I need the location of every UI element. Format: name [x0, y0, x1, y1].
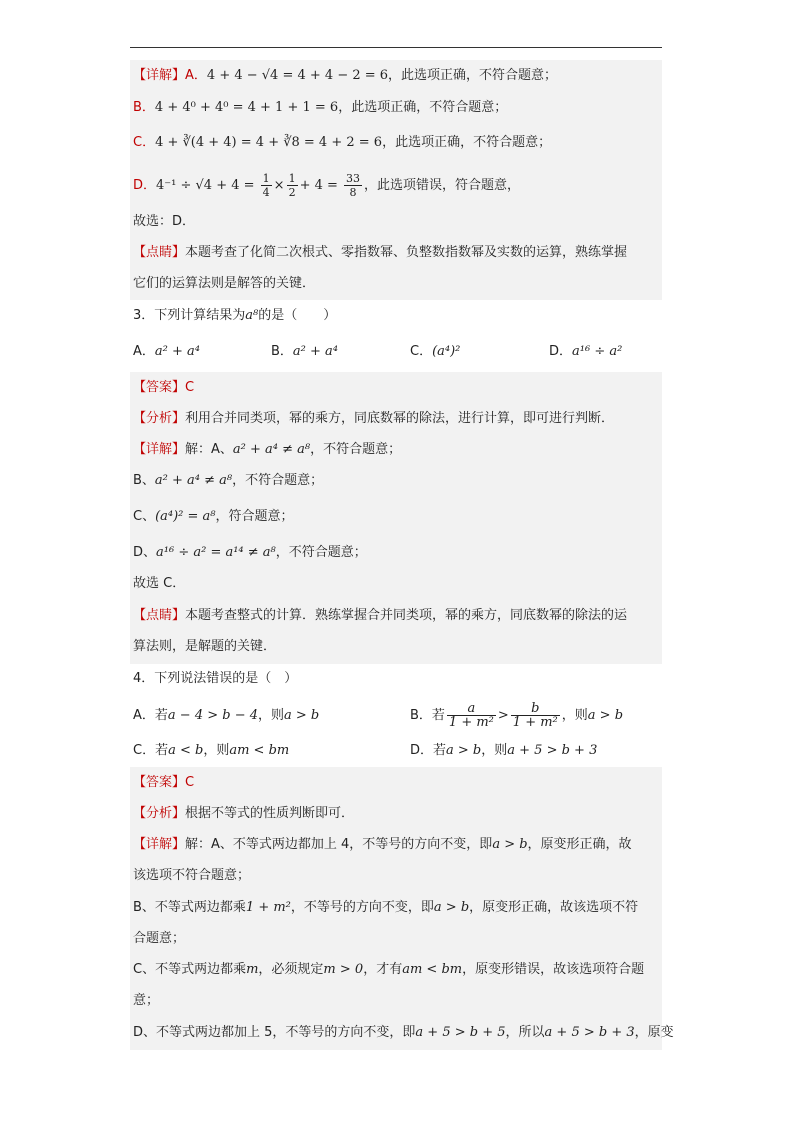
q2-detail-d: D．4⁻¹ ÷ √4 + 4 = $\frac{1}{4}$ × $\frac{1}{2}$ + 4 = $\frac{33}{8}$ ，此选项错误，符合题意，: [133, 172, 521, 199]
q3-choose: 故选 C．: [133, 576, 186, 591]
q4-detail-a-2: 该选项不符合题意；: [133, 868, 251, 883]
q4-detail-b-1: B、不等式两边都乘1 + m²，不等号的方向不变，即a > b，原变形正确，故该选项不符: [133, 900, 639, 915]
fraction: $\frac{33}{8}$: [346, 172, 361, 199]
q3-options: A．a² + a⁴ B．a² + a⁴ C．(a⁴)² D．a¹⁶ ÷ a²: [133, 344, 623, 359]
fraction: $\frac{1}{4}$: [262, 172, 270, 199]
q3-detail-c: C、(a⁴)² = a⁸，符合题意；: [133, 509, 294, 524]
q4-detail-c-2: 意；: [133, 993, 160, 1008]
q4-detail-c-1: C、不等式两边都乘m，必须规定m > 0，才有am < bm，原变形错误，故该选项符合题: [133, 962, 645, 977]
q2-detail-c: C．4 + ∛(4 + 4) = 4 + ∛8 = 4 + 2 = 6，此选项正确，不符合题意；: [133, 135, 552, 150]
q4-detail-d-1: D、不等式两边都加上 5，不等号的方向不变，即a + 5 > b + 5，所以a + 5 > b + 3，原变: [133, 1025, 674, 1040]
q3-detail-a: 【详解】解：A、a² + a⁴ ≠ a⁸，不符合题意；: [133, 442, 402, 457]
q4-detail-b-2: 合题意；: [133, 931, 186, 946]
q3-comment-2: 算法则，是解题的关键．: [133, 639, 277, 654]
q4-answer: 【答案】C: [133, 775, 195, 790]
q4-stem: 4．下列说法错误的是（ ）: [133, 671, 298, 686]
q2-choose: 故选：D．: [133, 214, 196, 229]
q2-detail-a: 【详解】A．4 + 4 − √4 = 4 + 4 − 2 = 6，此选项正确，不符合题意；: [133, 68, 558, 83]
q4-analysis: 【分析】根据不等式的性质判断即可．: [133, 806, 355, 821]
q4-options-row1: A．若a − 4 > b − 4，则a > b B．若 $\frac{a}{\text{1 + m²}}$ > $\frac{b}{\text{1 + m²}}$ ，则a > b: [133, 701, 624, 730]
header-rule: [130, 47, 662, 48]
q4-detail-a-1: 【详解】解：A、不等式两边都加上 4，不等号的方向不变，即a > b，原变形正确，故: [133, 837, 632, 852]
fraction: $\frac{a}{\text{1 + m²}}$: [448, 701, 494, 730]
q3-detail-d: D、a¹⁶ ÷ a² = a¹⁴ ≠ a⁸，不符合题意；: [133, 545, 367, 560]
q2-detail-b: B．4 + 4⁰ + 4⁰ = 4 + 1 + 1 = 6，此选项正确，不符合题意；: [133, 100, 508, 115]
q4-options-row2: C．若a < b，则am < bm D．若a > b，则a + 5 > b + 3: [133, 743, 598, 758]
fraction: $\frac{b}{\text{1 + m²}}$: [512, 701, 558, 730]
q3-stem: 3．下列计算结果为a⁸的是（ ）: [133, 308, 337, 323]
q3-answer: 【答案】C: [133, 380, 195, 395]
q3-detail-b: B、a² + a⁴ ≠ a⁸，不符合题意；: [133, 473, 324, 488]
q3-analysis: 【分析】利用合并同类项，幂的乘方，同底数幂的除法，进行计算，即可进行判断．: [133, 411, 615, 426]
q2-comment-2: 它们的运算法则是解答的关键．: [133, 276, 316, 291]
q3-comment-1: 【点睛】本题考查整式的计算．熟练掌握合并同类项，幂的乘方，同底数幂的除法的运: [133, 608, 628, 623]
fraction: $\frac{1}{2}$: [288, 172, 296, 199]
q2-comment-1: 【点睛】本题考查了化简二次根式、零指数幂、负整数指数幂及实数的运算，熟练掌握: [133, 245, 628, 260]
